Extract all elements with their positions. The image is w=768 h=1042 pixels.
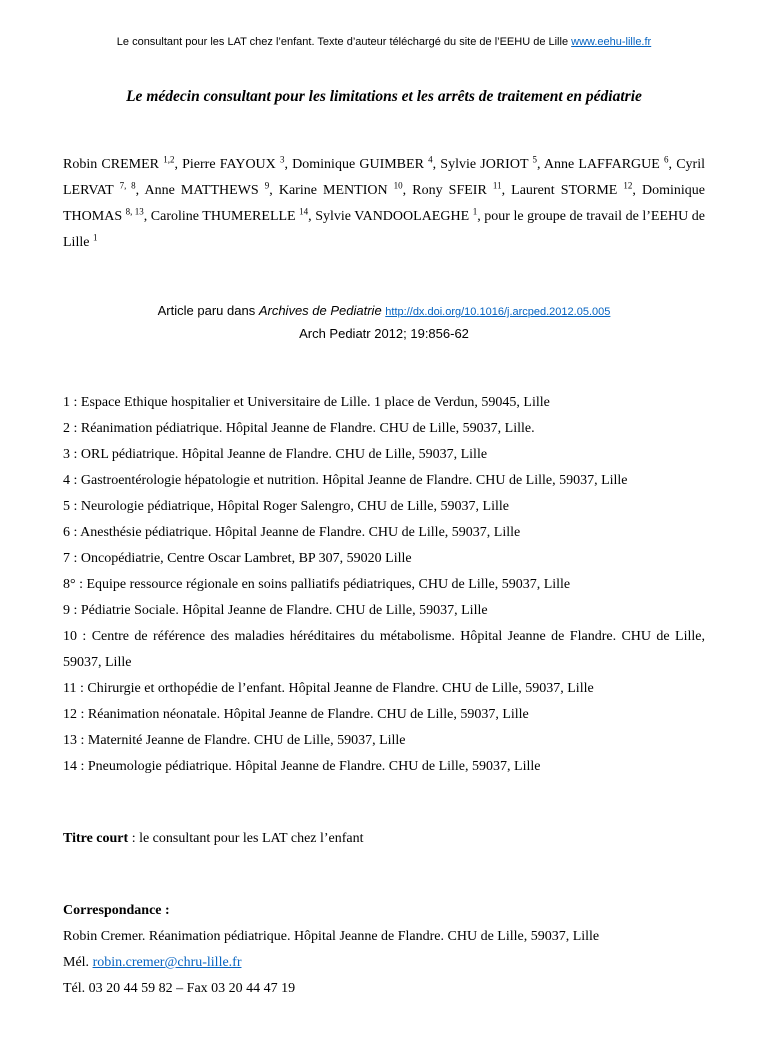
author-name: , Dominique THOMAS <box>63 183 706 224</box>
author-affiliation-superscript: 11 <box>492 180 502 191</box>
author-affiliation-superscript: 12 <box>623 180 633 191</box>
running-header-text: Le consultant pour les LAT chez l’enfant. Texte d’auteur téléchargé du site de l’EEHU de Lille <box>116 36 569 48</box>
author-name: , Sylvie VANDOOLAEGHE <box>308 209 473 224</box>
author-affiliation-superscript: 1,2 <box>163 154 175 165</box>
affiliation-item: 6 : Anesthésie pédiatrique. Hôpital Jeanne de Flandre. CHU de Lille, 59037, Lille <box>63 525 521 540</box>
affiliation-item: 5 : Neurologie pédiatrique, Hôpital Roger Salengro, CHU de Lille, 59037, Lille <box>63 499 509 514</box>
author-name: , Sylvie JORIOT <box>432 157 533 172</box>
authors-paragraph <box>63 152 705 256</box>
email-prefix: Mél. <box>63 955 93 970</box>
eehu-lille-link[interactable]: www.eehu-lille.fr <box>571 36 652 48</box>
affiliation-item: 14 : Pneumologie pédiatrique. Hôpital Jeanne de Flandre. CHU de Lille, 59037, Lille <box>63 759 541 774</box>
affiliation-item: 12 : Réanimation néonatale. Hôpital Jeanne de Flandre. CHU de Lille, 59037, Lille <box>63 707 529 722</box>
author-affiliation-superscript: 10 <box>393 180 403 191</box>
affiliation-item: 13 : Maternité Jeanne de Flandre. CHU de Lille, 59037, Lille <box>63 733 406 748</box>
affiliation-item: 1 : Espace Ethique hospitalier et Universitaire de Lille. 1 place de Verdun, 59045, Lille <box>63 395 550 410</box>
email-link[interactable]: robin.cremer@chru-lille.fr <box>92 955 242 970</box>
journal-name: Archives de Pediatrie <box>258 303 382 318</box>
author-name: , Dominique GUIMBER <box>284 157 429 172</box>
author-affiliation-superscript: 3 <box>279 154 285 165</box>
author-affiliation-superscript: 14 <box>299 206 309 217</box>
affiliation-item: 8° : Equipe ressource régionale en soins palliatifs pédiatriques, CHU de Lille, 59037, Lille <box>63 577 571 592</box>
affiliation-item: 4 : Gastroentérologie hépatologie et nutrition. Hôpital Jeanne de Flandre. CHU de Lille, 59037, Lille <box>63 473 628 488</box>
author-affiliation-superscript: 5 <box>532 154 537 165</box>
affiliation-item: 7 : Oncopédiatrie, Centre Oscar Lambret, BP 307, 59020 Lille <box>63 551 412 566</box>
correspondence-address: Robin Cremer. Réanimation pédiatrique. Hôpital Jeanne de Flandre. CHU de Lille, 59037, Lille <box>63 929 600 944</box>
author-name: , Laurent STORME <box>501 183 624 198</box>
author-affiliation-superscript: 9 <box>264 180 270 191</box>
author-name: , Cyril LERVAT <box>63 157 705 198</box>
affiliations-list <box>63 390 705 780</box>
author-name: , Anne LAFFARGUE <box>536 157 665 172</box>
author-name: , Pierre FAYOUX <box>174 157 280 172</box>
author-affiliation-superscript: 1 <box>92 232 98 243</box>
affiliation-item: 2 : Réanimation pédiatrique. Hôpital Jeanne de Flandre. CHU de Lille, 59037, Lille. <box>63 421 535 436</box>
author-name: , Caroline THUMERELLE <box>143 209 300 224</box>
correspondence-phone-fax: Tél. 03 20 44 59 82 – Fax 03 20 44 47 19 <box>63 981 296 996</box>
citation-line: Arch Pediatr 2012; 19:856-62 <box>299 326 469 341</box>
affiliation-item: 11 : Chirurgie et orthopédie de l’enfant. Hôpital Jeanne de Flandre. CHU de Lille, 59037, Lille <box>63 681 594 696</box>
author-name: , Karine MENTION <box>269 183 394 198</box>
author-affiliation-superscript: 8, 13 <box>125 206 144 217</box>
author-name: Robin CREMER <box>63 157 164 172</box>
short-title <box>63 826 705 852</box>
short-title-text: : le consultant pour les LAT chez l’enfant <box>128 831 364 846</box>
article-title: Le médecin consultant pour les limitations et les arrêts de traitement en pédiatrie <box>126 88 642 105</box>
reference-prefix: Article paru dans <box>157 303 256 318</box>
running-header <box>63 34 705 50</box>
correspondence-section <box>63 898 705 1002</box>
author-affiliation-superscript: 4 <box>428 154 433 165</box>
affiliation-item: 3 : ORL pédiatrique. Hôpital Jeanne de Flandre. CHU de Lille, 59037, Lille <box>63 447 488 462</box>
author-affiliation-superscript: 7, 8 <box>119 180 136 191</box>
correspondence-heading: Correspondance : <box>63 903 170 918</box>
author-affiliation-superscript: 6 <box>664 154 669 165</box>
affiliation-item: 10 : Centre de référence des maladies héréditaires du métabolisme. Hôpital Jeanne de Flandre. CHU de Lille, 59037, Lille <box>63 629 705 670</box>
short-title-label: Titre court <box>63 831 129 846</box>
article-reference-line <box>63 300 705 323</box>
doi-link[interactable]: http://dx.doi.org/10.1016/j.arcped.2012.05.005 <box>385 306 611 318</box>
correspondence-email-line <box>63 950 705 976</box>
article-reference <box>63 300 705 344</box>
author-affiliation-superscript: 1 <box>472 206 478 217</box>
author-name: , Anne MATTHEWS <box>135 183 265 198</box>
author-name: , pour le groupe de travail de l’EEHU de Lille <box>63 209 706 250</box>
affiliation-item: 9 : Pédiatrie Sociale. Hôpital Jeanne de Flandre. CHU de Lille, 59037, Lille <box>63 603 488 618</box>
author-name: , Rony SFEIR <box>402 183 493 198</box>
